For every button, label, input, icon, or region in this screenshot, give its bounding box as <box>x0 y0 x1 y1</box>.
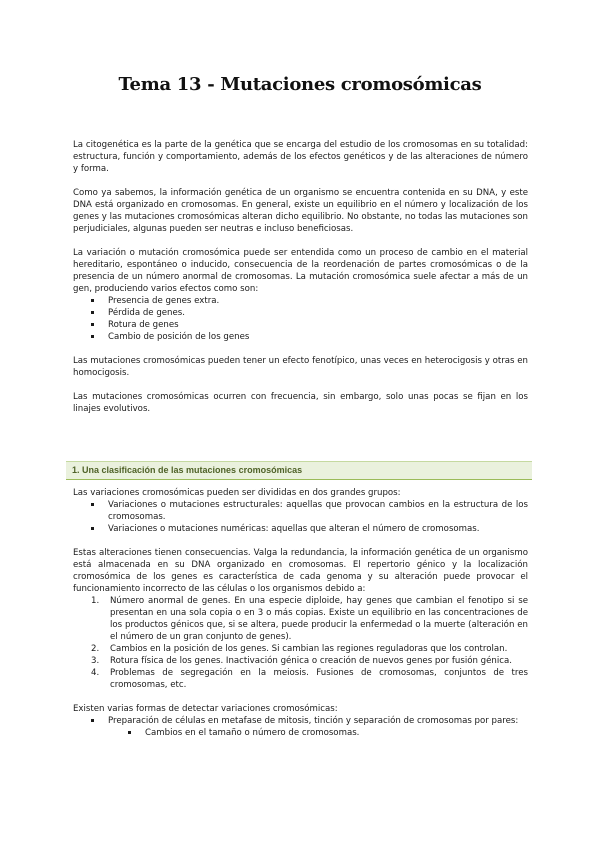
list-item: Cambio de posición de los genes <box>91 331 528 343</box>
paragraph-grupos: Las variaciones cromosómicas pueden ser divididas en dos grandes grupos: <box>73 488 401 498</box>
detection-list <box>73 715 528 727</box>
list-text: Rotura física de los genes. Inactivación génica o creación de nuevos genes por fusión génica. <box>110 656 512 666</box>
detection-sublist <box>73 727 528 739</box>
paragraph-frecuencia: Las mutaciones cromosómicas ocurren con frecuencia, sin embargo, solo unas pocas se fijan en los linajes evolutivos. <box>73 392 528 414</box>
list-item <box>73 667 528 691</box>
section-heading-bar <box>66 461 532 480</box>
list-number: 3. <box>91 656 100 666</box>
list-number: 4. <box>91 668 100 678</box>
paragraph-fenotipo: Las mutaciones cromosómicas pueden tener un efecto fenotípico, unas veces en heterocigosis y otras en homocigosis. <box>73 356 528 378</box>
list-item: Presencia de genes extra. <box>91 295 528 307</box>
list-text: Número anormal de genes. En una especie diploide, hay genes que cambian el fenotipo si se presentan en una sola copia o en 3 o más copias. Existe un equilibrio en las concentraciones de los productos génicos que, si se altera, puede producir la enfermedad o la muerte (alteración en el número de un gran conjunto de genes). <box>110 596 528 642</box>
causes-list <box>73 595 528 691</box>
list-item: Variaciones o mutaciones estructurales: aquellas que provocan cambios en la estructura de los cromosomas. <box>91 499 528 523</box>
intro-block <box>73 139 528 415</box>
list-item: Cambios en el tamaño o número de cromosomas. <box>128 727 528 739</box>
paragraph-deteccion: Existen varias formas de detectar variaciones cromosómicas: <box>73 704 338 714</box>
list-item <box>73 655 528 667</box>
groups-list <box>73 499 528 535</box>
list-text: Cambios en la posición de los genes. Si cambian las regiones reguladoras que los controlan. <box>110 644 508 654</box>
list-number: 2. <box>91 644 100 654</box>
list-item: Variaciones o mutaciones numéricas: aquellas que alteran el número de cromosomas. <box>91 523 528 535</box>
page-title: Tema 13 - Mutaciones cromosómicas <box>118 74 482 95</box>
paragraph-variacion: La variación o mutación cromosómica puede ser entendida como un proceso de cambio en el material hereditario, espontáneo o inducido, consecuencia de la reordenación de partes cromosómicas o de la presencia de un número anormal de cromosomas. La mutación cromosómica suele afectar a más de un gen, produciendo varios efectos como son: <box>73 248 528 294</box>
paragraph-consecuencias: Estas alteraciones tienen consecuencias. Valga la redundancia, la información genética de un organismo está almacenada en su DNA organizado en cromosomas. El repertorio génico y la localización cromosómica de los genes es característica de cada genoma y su alteración puede provocar el funcionamiento incorrecto de las células o los organismos debido a: <box>73 548 528 594</box>
list-item <box>73 595 528 643</box>
section1-block <box>73 487 528 739</box>
list-item: Pérdida de genes. <box>91 307 528 319</box>
list-item: Rotura de genes <box>91 319 528 331</box>
list-text: Problemas de segregación en la meiosis. Fusiones de cromosomas, conjuntos de tres cromosomas, etc. <box>110 668 528 690</box>
paragraph-citogenetica: La citogenética es la parte de la genética que se encarga del estudio de los cromosomas en su totalidad: estructura, función y comportamiento, además de los efectos genéticos y de las alteraciones de número y forma. <box>73 140 528 174</box>
list-item: Preparación de células en metafase de mitosis, tinción y separación de cromosomas por pares: <box>91 715 528 727</box>
list-item <box>73 643 528 655</box>
effects-list <box>73 295 528 343</box>
list-number: 1. <box>91 596 100 606</box>
section-heading: 1. Una clasificación de las mutaciones cromosómicas <box>72 465 303 475</box>
paragraph-dna: Como ya sabemos, la información genética de un organismo se encuentra contenida en su DNA, y este DNA está organizado en cromosomas. En general, existe un equilibrio en el número y localización de los genes y las mutaciones cromosómicas alteran dicho equilibrio. No obstante, no todas las mutaciones son perjudiciales, algunas pueden ser neutras e incluso beneficiosas. <box>73 188 528 234</box>
